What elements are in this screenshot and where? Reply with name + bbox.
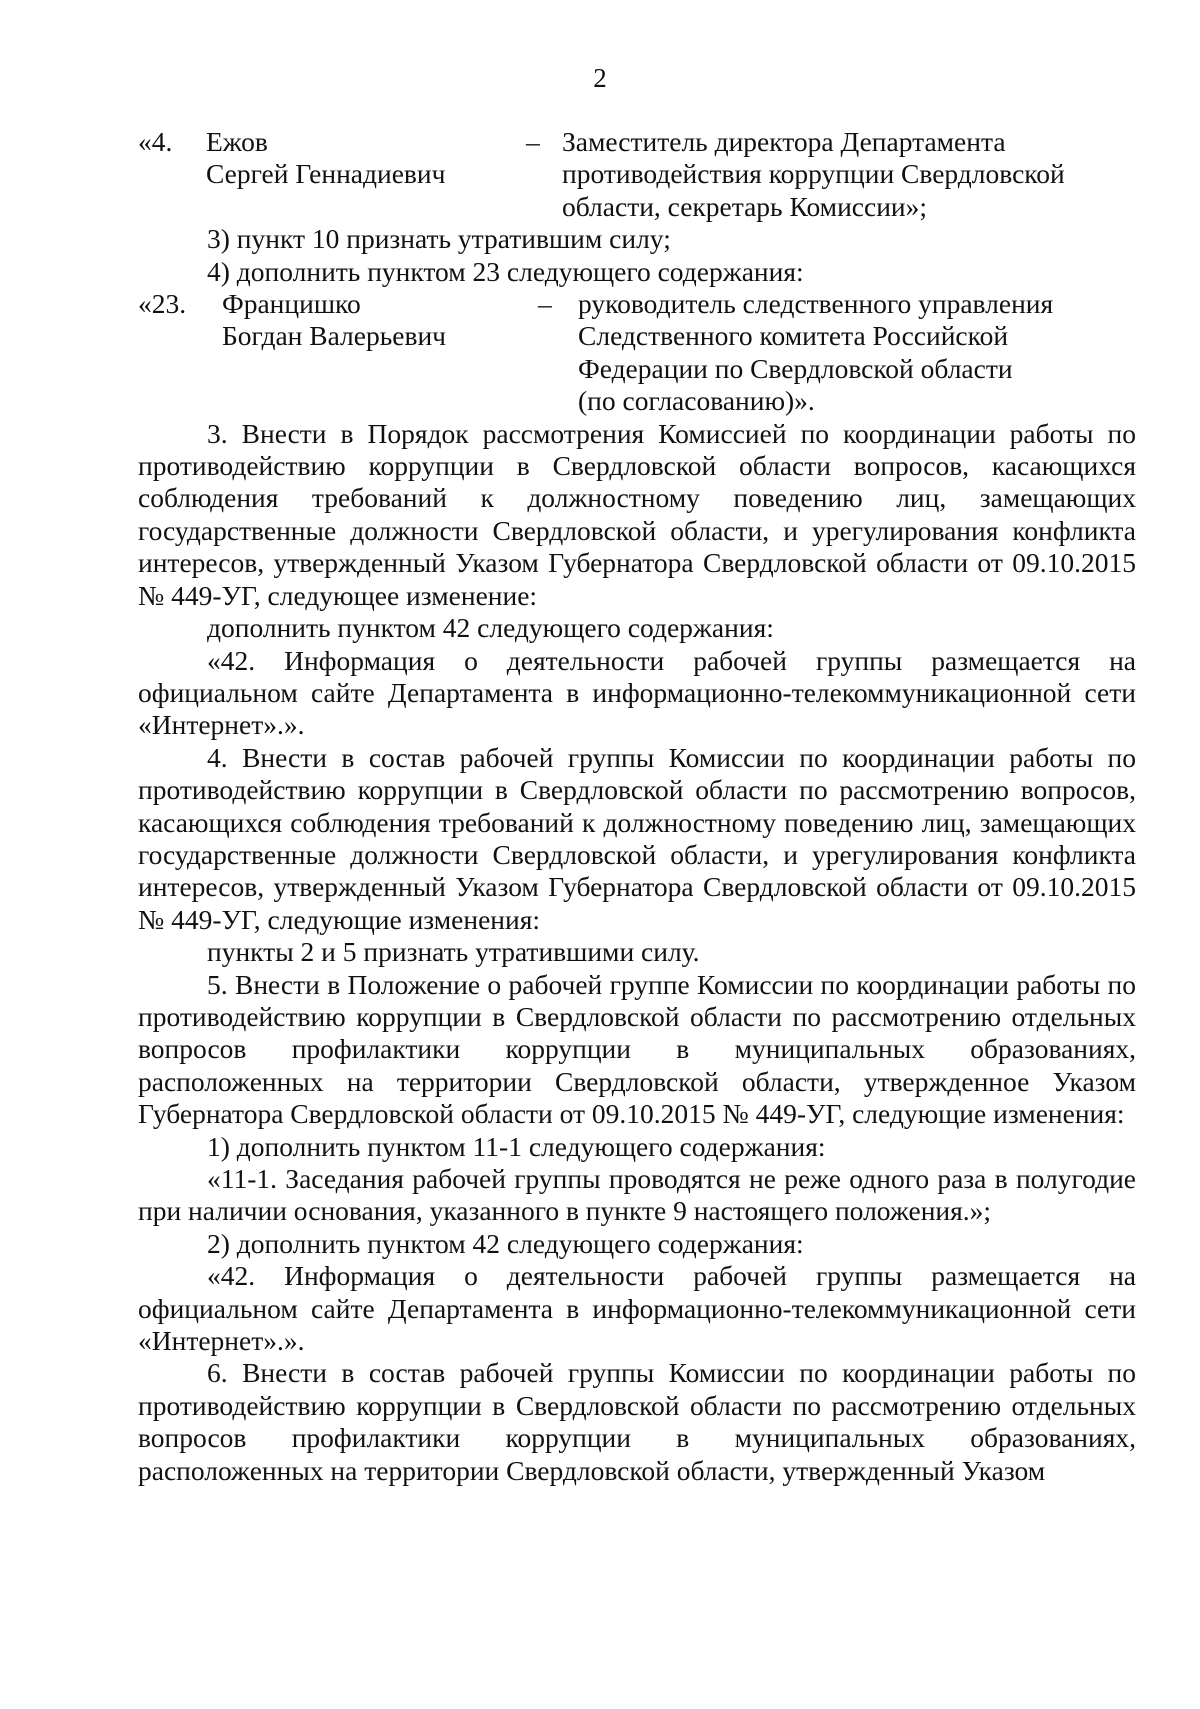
member-number: «23. — [138, 288, 187, 320]
member-role-line: Следственного комитета Российской — [578, 320, 1009, 352]
paragraph: «11-1. Заседания рабочей группы проводятся не реже одного раза в полугодие при наличии основания, указанного в пункте 9 настоящего положения.»; — [138, 1163, 1136, 1227]
member-name-line: Ежов — [206, 126, 268, 157]
member-dash: – — [526, 126, 540, 157]
member-role — [562, 126, 1136, 223]
text-blocks-b — [138, 418, 1136, 1487]
members-list-b — [138, 288, 1136, 418]
member-role-line: области, секретарь Комиссии»; — [562, 190, 928, 222]
paragraph: 6. Внести в состав рабочей группы Комиссии по координации работы по противодействию коррупции в Свердловской области по рассмотрению отдельных вопросов профилактики коррупции в муниципальных образованиях, расположенных на территории Свердловской области, утвержденный Указом — [138, 1357, 1136, 1486]
member-name-line: Сергей Геннадиевич — [206, 158, 446, 190]
member-entry — [138, 288, 1136, 418]
member-entry — [138, 126, 1136, 223]
member-role-line: Заместитель директора Департамента — [562, 126, 1006, 157]
member-name-line: Богдан Валерьевич — [222, 320, 446, 352]
sub-item: дополнить пунктом 42 следующего содержания: — [207, 612, 774, 644]
sub-item: пункты 2 и 5 признать утратившими силу. — [207, 936, 700, 968]
member-number: «4. — [138, 126, 173, 157]
text-blocks-a — [138, 223, 1136, 288]
sub-item: 3) пункт 10 признать утратившим силу; — [207, 223, 671, 255]
member-name-line: Францишко — [222, 288, 361, 320]
member-role-line: противодействия коррупции Свердловской — [562, 158, 1065, 190]
sub-item: 4) дополнить пунктом 23 следующего содержания: — [207, 255, 804, 287]
paragraph: «42. Информация о деятельности рабочей группы размещается на официальном сайте Департамента в информационно-телекоммуникационной сети «Интернет».». — [138, 1260, 1136, 1357]
paragraph: «42. Информация о деятельности рабочей группы размещается на официальном сайте Департамента в информационно-телекоммуникационной сети «Интернет».». — [138, 644, 1136, 741]
paragraph: 5. Внести в Положение о рабочей группе Комиссии по координации работы по противодействию коррупции в Свердловской области по рассмотрению отдельных вопросов профилактики коррупции в муниципальных образованиях, расположенных на территории Свердловской области, утвержденное Указом Губернатора Свердловской области от 09.10.2015 № 449-УГ, следующие изменения: — [138, 968, 1136, 1130]
sub-item: 2) дополнить пунктом 42 следующего содержания: — [207, 1227, 804, 1259]
member-role — [578, 288, 1136, 418]
member-name — [222, 288, 538, 353]
member-role-line: руководитель следственного управления — [578, 288, 1054, 320]
sub-item: 1) дополнить пунктом 11-1 следующего содержания: — [207, 1130, 826, 1162]
member-role-line: Федерации по Свердловской области — [578, 352, 1013, 384]
paragraph: 3. Внести в Порядок рассмотрения Комиссией по координации работы по противодействию коррупции в Свердловской области вопросов, касающихся соблюдения требований к должностному поведению лиц, замещающих государственные должности Свердловской области, и урегулирования конфликта интересов, утвержденный Указом Губернатора Свердловской области от 09.10.2015 № 449-УГ, следующее изменение: — [138, 417, 1136, 611]
member-dash: – — [538, 288, 552, 320]
paragraph: 4. Внести в состав рабочей группы Комиссии по координации работы по противодействию коррупции в Свердловской области по рассмотрению вопросов, касающихся соблюдения требований к должностному поведению лиц, замещающих государственные должности Свердловской области, и урегулирования конфликта интересов, утвержденный Указом Губернатора Свердловской области от 09.10.2015 № 449-УГ, следующие изменения: — [138, 741, 1136, 935]
member-name — [206, 126, 526, 191]
members-list-a — [138, 126, 1136, 223]
page-number: 2 — [593, 63, 607, 93]
document-body — [138, 126, 1136, 1487]
member-role-line: (по согласованию)». — [578, 385, 815, 417]
